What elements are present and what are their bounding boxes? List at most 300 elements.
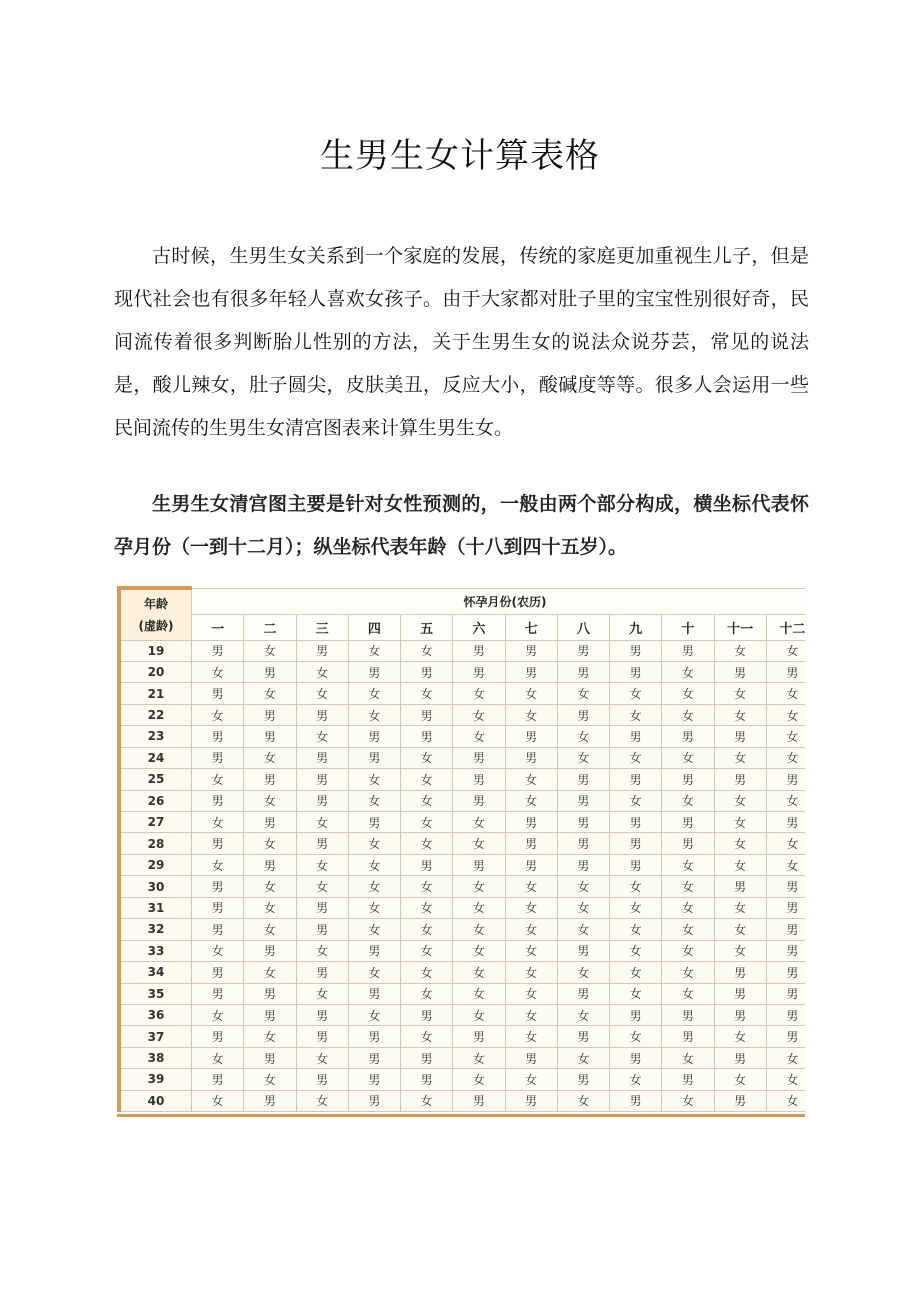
gender-cell: 男 <box>453 1090 505 1111</box>
gender-cell: 女 <box>505 897 557 918</box>
gender-cell: 男 <box>244 854 296 875</box>
gender-cell: 女 <box>296 661 348 682</box>
gender-cell: 女 <box>505 1004 557 1025</box>
table-row <box>119 769 805 790</box>
gender-cell: 女 <box>453 962 505 983</box>
gender-cell: 男 <box>192 790 244 811</box>
gender-cell: 女 <box>453 940 505 961</box>
gender-cell: 女 <box>348 683 400 704</box>
gender-cell: 女 <box>296 876 348 897</box>
age-cell: 39 <box>119 1069 192 1090</box>
age-cell: 28 <box>119 833 192 854</box>
gender-cell: 男 <box>557 854 609 875</box>
gender-cell: 女 <box>557 897 609 918</box>
gender-cell: 女 <box>662 790 714 811</box>
gender-cell: 女 <box>714 833 766 854</box>
gender-cell: 女 <box>766 790 805 811</box>
gender-cell: 女 <box>714 790 766 811</box>
gender-cell: 男 <box>348 747 400 768</box>
gender-cell: 男 <box>557 1026 609 1047</box>
gender-cell: 男 <box>505 640 557 661</box>
gender-cell: 女 <box>662 919 714 940</box>
gender-cell: 女 <box>401 962 453 983</box>
gender-cell: 女 <box>610 704 662 725</box>
gender-cell: 男 <box>244 1047 296 1068</box>
page-title: 生男生女计算表格 <box>320 136 600 176</box>
gender-cell: 男 <box>244 726 296 747</box>
age-cell: 33 <box>119 940 192 961</box>
gender-cell: 男 <box>244 940 296 961</box>
gender-cell: 女 <box>348 833 400 854</box>
gender-cell: 男 <box>766 919 805 940</box>
gender-cell: 男 <box>296 897 348 918</box>
gender-cell: 男 <box>610 812 662 833</box>
gender-cell: 女 <box>401 833 453 854</box>
gender-cell: 男 <box>296 640 348 661</box>
gender-cell: 男 <box>557 769 609 790</box>
gender-cell: 女 <box>453 812 505 833</box>
gender-cell: 女 <box>401 747 453 768</box>
gender-cell: 男 <box>662 812 714 833</box>
gender-cell: 男 <box>296 1026 348 1047</box>
gender-cell: 女 <box>766 747 805 768</box>
gender-cell: 男 <box>766 812 805 833</box>
gender-cell: 男 <box>192 897 244 918</box>
gender-cell: 女 <box>296 1090 348 1111</box>
gender-cell: 女 <box>662 683 714 704</box>
gender-cell: 女 <box>192 812 244 833</box>
gender-cell: 男 <box>244 704 296 725</box>
gender-cell: 女 <box>244 1026 296 1047</box>
age-cell: 29 <box>119 854 192 875</box>
gender-cell: 女 <box>505 1069 557 1090</box>
gender-cell: 男 <box>296 833 348 854</box>
month-header-cell: 一 <box>192 614 244 640</box>
gender-cell: 女 <box>401 940 453 961</box>
gender-cell: 男 <box>348 661 400 682</box>
gender-cell: 男 <box>505 726 557 747</box>
gender-cell: 女 <box>610 747 662 768</box>
month-header-cell: 十一 <box>714 614 766 640</box>
gender-cell: 女 <box>244 962 296 983</box>
gender-cell: 男 <box>766 983 805 1004</box>
gender-cell: 男 <box>610 640 662 661</box>
gender-cell: 女 <box>714 919 766 940</box>
gender-cell: 女 <box>557 683 609 704</box>
gender-cell: 男 <box>505 833 557 854</box>
gender-cell: 男 <box>296 704 348 725</box>
age-cell: 36 <box>119 1004 192 1025</box>
age-cell: 37 <box>119 1026 192 1047</box>
intro-paragraph: 古时候，生男生女关系到一个家庭的发展，传统的家庭更加重视生儿子，但是现代社会也有很多年轻人喜欢女孩子。由于大家都对肚子里的宝宝性别很好奇，民间流传着很多判断胎儿性别的方法，关于生男生女的说法众说芬芸，常见的说法是，酸儿辣女，肚子圆尖，皮肤美丑，反应大小，酸碱度等等。很多人会运用一些民间流传的生男生女清宫图表来计算生男生女。 <box>114 245 809 439</box>
gender-cell: 女 <box>557 1004 609 1025</box>
age-corner-header <box>119 588 192 640</box>
gender-cell: 女 <box>453 704 505 725</box>
gender-cell: 女 <box>610 1069 662 1090</box>
gender-cell: 男 <box>296 769 348 790</box>
gender-cell: 男 <box>296 790 348 811</box>
gender-cell: 女 <box>766 1047 805 1068</box>
gender-cell: 女 <box>610 919 662 940</box>
gender-cell: 女 <box>766 640 805 661</box>
age-cell: 23 <box>119 726 192 747</box>
gender-cell: 女 <box>662 962 714 983</box>
age-cell: 21 <box>119 683 192 704</box>
table-row <box>119 704 805 725</box>
month-header-cell: 七 <box>505 614 557 640</box>
gender-cell: 男 <box>348 726 400 747</box>
gender-cell: 男 <box>714 1004 766 1025</box>
gender-cell: 男 <box>453 1026 505 1047</box>
gender-cell: 男 <box>557 790 609 811</box>
gender-cell: 男 <box>192 833 244 854</box>
table-row <box>119 897 805 918</box>
gender-cell: 女 <box>610 1026 662 1047</box>
gender-cell: 男 <box>192 747 244 768</box>
gender-cell: 男 <box>766 897 805 918</box>
table-row <box>119 1004 805 1025</box>
age-header-sublabel: (虚龄) <box>138 618 174 633</box>
gender-cell: 男 <box>610 1004 662 1025</box>
table-row <box>119 876 805 897</box>
table-row <box>119 661 805 682</box>
gender-cell: 女 <box>348 876 400 897</box>
gender-cell: 男 <box>348 1090 400 1111</box>
gender-cell: 男 <box>244 769 296 790</box>
gender-cell: 男 <box>505 812 557 833</box>
gender-cell: 女 <box>192 1004 244 1025</box>
gender-cell: 女 <box>244 790 296 811</box>
gender-cell: 男 <box>662 833 714 854</box>
gender-cell: 女 <box>453 683 505 704</box>
gender-cell: 女 <box>610 962 662 983</box>
gender-cell: 男 <box>505 1047 557 1068</box>
gender-cell: 女 <box>296 983 348 1004</box>
gender-cell: 女 <box>714 940 766 961</box>
gender-cell: 女 <box>505 962 557 983</box>
gender-cell: 女 <box>192 704 244 725</box>
gender-cell: 男 <box>714 1090 766 1111</box>
gender-cell: 男 <box>557 1069 609 1090</box>
gender-cell: 女 <box>766 1090 805 1111</box>
gender-cell: 男 <box>401 661 453 682</box>
table-row <box>119 683 805 704</box>
gender-cell: 男 <box>714 962 766 983</box>
gender-cell: 女 <box>557 747 609 768</box>
gender-cell: 男 <box>348 1026 400 1047</box>
gender-cell: 男 <box>662 1026 714 1047</box>
gender-cell: 女 <box>453 1069 505 1090</box>
gender-cell: 女 <box>714 704 766 725</box>
gender-cell: 女 <box>453 983 505 1004</box>
gender-cell: 女 <box>505 683 557 704</box>
gender-cell: 女 <box>662 983 714 1004</box>
gender-cell: 女 <box>662 940 714 961</box>
gender-cell: 女 <box>348 769 400 790</box>
table-row <box>119 747 805 768</box>
gender-cell: 女 <box>714 897 766 918</box>
gender-cell: 女 <box>244 919 296 940</box>
table-row <box>119 640 805 661</box>
gender-cell: 女 <box>244 1069 296 1090</box>
table-row <box>119 854 805 875</box>
gender-cell: 女 <box>401 812 453 833</box>
gender-cell: 男 <box>714 661 766 682</box>
gender-cell: 女 <box>662 854 714 875</box>
gender-cell: 女 <box>192 1047 244 1068</box>
table-row <box>119 833 805 854</box>
table-row <box>119 1069 805 1090</box>
age-cell: 38 <box>119 1047 192 1068</box>
gender-cell: 女 <box>766 833 805 854</box>
gender-cell: 女 <box>401 790 453 811</box>
gender-cell: 女 <box>557 962 609 983</box>
gender-cell: 女 <box>766 683 805 704</box>
gender-cell: 男 <box>296 1069 348 1090</box>
month-header-cell: 四 <box>348 614 400 640</box>
chart-description-paragraph: 生男生女清宫图主要是针对女性预测的，一般由两个部分构成，横坐标代表怀孕月份（一到十二月）；纵坐标代表年龄（十八到四十五岁）。 <box>114 493 809 558</box>
gender-cell: 女 <box>505 769 557 790</box>
gender-cell: 女 <box>401 919 453 940</box>
gender-cell: 男 <box>296 747 348 768</box>
gender-cell: 女 <box>244 683 296 704</box>
gender-cell: 女 <box>505 983 557 1004</box>
gender-cell: 女 <box>714 1069 766 1090</box>
table-row <box>119 726 805 747</box>
gender-cell: 男 <box>401 704 453 725</box>
gender-cell: 女 <box>714 747 766 768</box>
gender-cell: 男 <box>766 1026 805 1047</box>
gender-cell: 男 <box>714 1047 766 1068</box>
age-cell: 27 <box>119 812 192 833</box>
gender-cell: 女 <box>244 640 296 661</box>
gender-cell: 男 <box>192 683 244 704</box>
age-cell: 35 <box>119 983 192 1004</box>
gender-cell: 女 <box>348 962 400 983</box>
gender-cell: 女 <box>453 726 505 747</box>
gender-cell: 女 <box>557 1047 609 1068</box>
gender-cell: 男 <box>557 983 609 1004</box>
age-header-label: 年龄 <box>143 596 168 611</box>
gender-cell: 男 <box>766 769 805 790</box>
gender-cell: 男 <box>557 812 609 833</box>
gender-cell: 男 <box>401 1069 453 1090</box>
gender-cell: 男 <box>348 940 400 961</box>
table-row <box>119 790 805 811</box>
gender-cell: 女 <box>348 919 400 940</box>
gender-cell: 女 <box>662 661 714 682</box>
gender-cell: 女 <box>296 683 348 704</box>
gender-cell: 女 <box>610 683 662 704</box>
gender-cell: 女 <box>192 661 244 682</box>
gender-cell: 女 <box>766 854 805 875</box>
gender-cell: 男 <box>401 854 453 875</box>
gender-cell: 女 <box>662 747 714 768</box>
gender-cell: 女 <box>453 897 505 918</box>
age-cell: 34 <box>119 962 192 983</box>
gender-cell: 女 <box>348 790 400 811</box>
gender-cell: 男 <box>453 790 505 811</box>
gender-cell: 男 <box>714 769 766 790</box>
gender-cell: 女 <box>662 704 714 725</box>
gender-cell: 男 <box>192 726 244 747</box>
gender-cell: 男 <box>348 812 400 833</box>
gender-cell: 女 <box>192 1090 244 1111</box>
month-header-cell: 九 <box>610 614 662 640</box>
gender-cell: 女 <box>296 726 348 747</box>
gender-cell: 男 <box>610 854 662 875</box>
gender-cell: 男 <box>401 1047 453 1068</box>
gender-cell: 男 <box>505 747 557 768</box>
gender-cell: 男 <box>296 962 348 983</box>
gender-cell: 女 <box>453 876 505 897</box>
age-cell: 31 <box>119 897 192 918</box>
gender-cell: 女 <box>401 640 453 661</box>
gender-cell: 女 <box>401 983 453 1004</box>
gender-cell: 男 <box>401 1004 453 1025</box>
gender-cell: 女 <box>401 769 453 790</box>
age-cell: 22 <box>119 704 192 725</box>
gender-cell: 女 <box>348 640 400 661</box>
gender-cell: 女 <box>505 790 557 811</box>
age-cell: 20 <box>119 661 192 682</box>
gender-cell: 男 <box>662 1004 714 1025</box>
gender-cell: 男 <box>348 983 400 1004</box>
gender-cell: 男 <box>244 1090 296 1111</box>
table-row <box>119 812 805 833</box>
table-row <box>119 983 805 1004</box>
gender-cell: 男 <box>192 876 244 897</box>
gender-cell: 女 <box>401 876 453 897</box>
gender-cell: 女 <box>348 704 400 725</box>
table-body <box>119 640 805 1112</box>
gender-cell: 男 <box>505 854 557 875</box>
gender-cell: 男 <box>401 726 453 747</box>
month-header-cell: 十 <box>662 614 714 640</box>
gender-cell: 男 <box>192 1069 244 1090</box>
gender-cell: 女 <box>401 897 453 918</box>
gender-cell: 女 <box>296 940 348 961</box>
gender-cell: 女 <box>714 640 766 661</box>
table-row <box>119 1090 805 1111</box>
age-cell: 25 <box>119 769 192 790</box>
gender-cell: 男 <box>244 812 296 833</box>
gender-cell: 男 <box>192 640 244 661</box>
month-header-cell: 三 <box>296 614 348 640</box>
gender-cell: 女 <box>244 876 296 897</box>
gender-cell: 男 <box>453 854 505 875</box>
gender-cell: 男 <box>296 1004 348 1025</box>
chart-bottom-border <box>117 1114 805 1117</box>
gender-prediction-chart <box>117 586 805 1117</box>
gender-cell: 女 <box>714 812 766 833</box>
gender-cell: 女 <box>505 940 557 961</box>
gender-cell: 女 <box>610 983 662 1004</box>
gender-cell: 女 <box>662 1047 714 1068</box>
gender-cell: 女 <box>192 769 244 790</box>
gender-cell: 女 <box>348 854 400 875</box>
gender-cell: 男 <box>348 1047 400 1068</box>
gender-cell: 女 <box>453 1047 505 1068</box>
gender-cell: 男 <box>610 661 662 682</box>
age-cell: 19 <box>119 640 192 661</box>
gender-cell: 女 <box>505 1026 557 1047</box>
gender-cell: 女 <box>453 919 505 940</box>
gender-cell: 男 <box>766 1004 805 1025</box>
gender-cell: 男 <box>453 640 505 661</box>
gender-cell: 男 <box>453 747 505 768</box>
gender-cell: 男 <box>192 1026 244 1047</box>
gender-cell: 女 <box>244 747 296 768</box>
month-header-cell: 八 <box>557 614 609 640</box>
gender-cell: 男 <box>662 1069 714 1090</box>
month-header-row <box>119 614 805 640</box>
gender-cell: 女 <box>610 876 662 897</box>
gender-cell: 男 <box>244 1004 296 1025</box>
gender-cell: 男 <box>766 940 805 961</box>
age-cell: 24 <box>119 747 192 768</box>
age-cell: 30 <box>119 876 192 897</box>
gender-cell: 女 <box>401 1026 453 1047</box>
gender-cell: 女 <box>505 704 557 725</box>
gender-cell: 男 <box>714 983 766 1004</box>
gender-cell: 男 <box>714 876 766 897</box>
gender-cell: 男 <box>610 769 662 790</box>
table-row <box>119 1026 805 1047</box>
gender-cell: 女 <box>714 854 766 875</box>
gender-cell: 男 <box>192 962 244 983</box>
gender-cell: 女 <box>505 919 557 940</box>
month-group-header: 怀孕月份(农历) <box>192 588 806 614</box>
gender-cell: 女 <box>244 833 296 854</box>
gender-cell: 女 <box>766 704 805 725</box>
gender-cell: 女 <box>714 683 766 704</box>
gender-cell: 女 <box>401 683 453 704</box>
gender-cell: 女 <box>244 897 296 918</box>
gender-cell: 女 <box>557 726 609 747</box>
gender-cell: 男 <box>610 1047 662 1068</box>
gender-cell: 女 <box>453 1004 505 1025</box>
gender-cell: 男 <box>557 833 609 854</box>
age-cell: 32 <box>119 919 192 940</box>
gender-cell: 男 <box>348 1069 400 1090</box>
gender-cell: 女 <box>192 940 244 961</box>
gender-cell: 男 <box>505 661 557 682</box>
gender-cell: 男 <box>714 726 766 747</box>
age-cell: 26 <box>119 790 192 811</box>
gender-cell: 男 <box>662 640 714 661</box>
gender-cell: 女 <box>348 1004 400 1025</box>
gender-cell: 男 <box>766 661 805 682</box>
gender-cell: 男 <box>610 1090 662 1111</box>
gender-cell: 男 <box>505 1090 557 1111</box>
gender-cell: 女 <box>662 1090 714 1111</box>
gender-cell: 女 <box>557 919 609 940</box>
gender-cell: 男 <box>453 661 505 682</box>
gender-cell: 男 <box>453 769 505 790</box>
gender-cell: 男 <box>557 661 609 682</box>
gender-cell: 女 <box>662 876 714 897</box>
gender-cell: 女 <box>348 897 400 918</box>
gender-cell: 男 <box>557 704 609 725</box>
month-header-cell: 五 <box>401 614 453 640</box>
gender-cell: 男 <box>557 640 609 661</box>
gender-cell: 女 <box>557 1090 609 1111</box>
gender-cell: 女 <box>662 897 714 918</box>
gender-cell: 男 <box>557 940 609 961</box>
gender-cell: 女 <box>453 833 505 854</box>
gender-cell: 男 <box>244 983 296 1004</box>
